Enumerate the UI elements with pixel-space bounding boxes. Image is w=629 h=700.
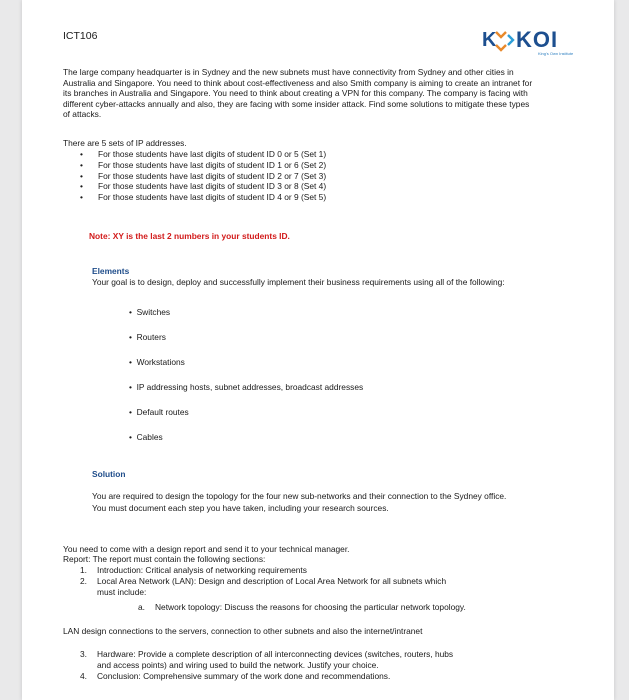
report-item-1: 1. Introduction: Critical analysis of networking requirements — [80, 565, 307, 575]
report-item-4: 4. Conclusion: Comprehensive summary of the work done and recommendations. — [80, 671, 391, 681]
report-item-2: 2. Local Area Network (LAN): Design and description of Local Area Network for all subnets which — [80, 576, 447, 586]
list-item: • Switches — [129, 307, 171, 317]
logo-subtext: King's Own Institute — [538, 51, 574, 56]
report-item-3: 3. Hardware: Provide a complete description of all interconnecting devices (switches, routers, hubs — [80, 649, 454, 659]
report-item-3-continued: and access points) and wiring used to build the network. Justify your choice. — [97, 660, 379, 670]
koi-logo — [480, 24, 600, 58]
ip-sets-list — [80, 149, 326, 203]
note-text: Note: XY is the last 2 numbers in your students ID. — [89, 231, 290, 241]
report-item-2-continued: must include: — [97, 587, 147, 597]
koi-logo-icon — [480, 24, 520, 58]
elements-heading: Elements — [92, 266, 130, 276]
list-item: • IP addressing hosts, subnet addresses, broadcast addresses — [129, 382, 364, 392]
report-item-2a: a. Network topology: Discuss the reasons for choosing the particular network topology. — [138, 602, 466, 612]
solution-text: You are required to design the topology for the four new sub-networks and their connection to the Sydney office. You must document each step you have taken, including your research sources. — [92, 491, 507, 514]
list-item: • Cables — [129, 432, 163, 442]
list-item: • For those students have last digits of student ID 1 or 6 (Set 2) — [80, 159, 327, 170]
list-item: • For those students have last digits of student ID 4 or 9 (Set 5) — [80, 192, 327, 203]
list-item: • For those students have last digits of student ID 3 or 8 (Set 4) — [80, 181, 327, 192]
logo-text: KOI — [516, 27, 559, 52]
document-page — [22, 0, 614, 700]
svg-text:K: K — [482, 29, 497, 51]
ip-sets-title: There are 5 sets of IP addresses. — [63, 138, 187, 148]
solution-heading: Solution — [92, 469, 126, 479]
elements-intro: Your goal is to design, deploy and successfully implement their business requirements using all of the following: — [92, 277, 505, 287]
course-code: ICT106 — [63, 30, 98, 42]
list-item: • Routers — [129, 332, 166, 342]
intro-paragraph: The large company headquarter is in Sydney and the new subnets must have connectivity from Sydney and other cities in Australia and Singapore. You need to think about cost-effectiveness and also Smith company is aiming to create an intranet for its branches in Australia and Singapore. You need to think about creating a VPN for this company. The company is facing with different cyber-attacks annually and also, they are facing with some insider attack. Find some solutions to mitigate these types of attacks. — [63, 67, 533, 120]
list-item: • Default routes — [129, 407, 189, 417]
list-item: • For those students have last digits of student ID 2 or 7 (Set 3) — [80, 170, 327, 181]
lan-connections-text: LAN design connections to the servers, connection to other subnets and also the internet/intranet — [63, 626, 423, 636]
list-item: • Workstations — [129, 357, 185, 367]
list-item: • For those students have last digits of student ID 0 or 5 (Set 1) — [80, 149, 327, 159]
report-intro: You need to come with a design report and send it to your technical manager. Report: The report must contain the following sections: — [63, 544, 350, 565]
